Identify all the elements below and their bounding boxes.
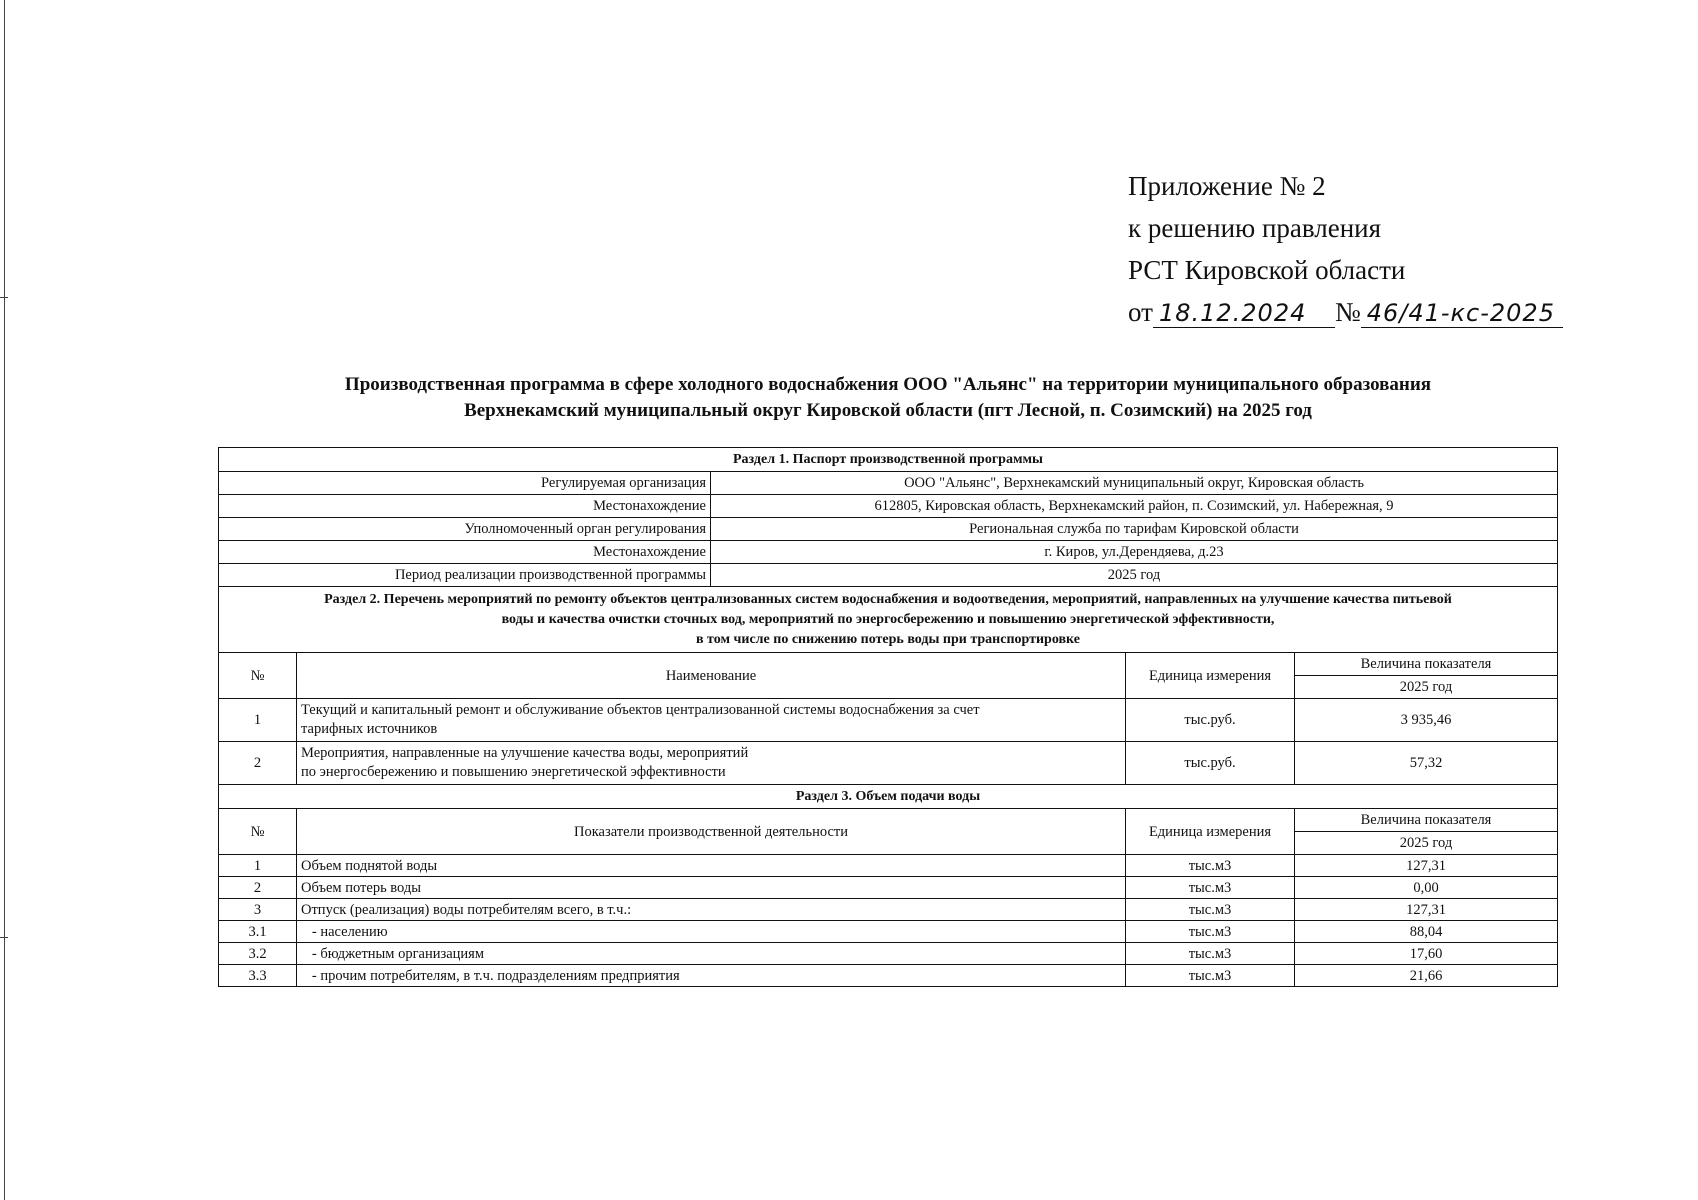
row-number: 3 [219, 899, 297, 921]
section2-heading [219, 587, 1558, 653]
section3-heading: Раздел 3. Объем подачи воды [219, 785, 1558, 809]
row-value: 17,60 [1295, 943, 1558, 965]
row-number: 3.2 [219, 943, 297, 965]
passport-value: ООО "Альянс", Верхнекамский муниципальный округ, Кировская область [711, 472, 1558, 495]
passport-label: Местонахождение [219, 495, 711, 518]
table-row [219, 742, 1558, 785]
column-header-number: № [219, 653, 297, 699]
passport-row [219, 518, 1558, 541]
production-program-table [218, 447, 1558, 987]
row-number: 2 [219, 877, 297, 899]
row-unit: тыс.руб. [1126, 699, 1295, 742]
row-unit: тыс.м3 [1126, 855, 1295, 877]
row-unit: тыс.м3 [1126, 943, 1295, 965]
table-row [219, 965, 1558, 987]
section2-header-row [219, 653, 1558, 676]
column-header-number: № [219, 809, 297, 855]
column-header-name: Наименование [297, 653, 1126, 699]
table-row [219, 699, 1558, 742]
scan-edge-line [4, 0, 5, 1200]
row-name: Объем поднятой воды [297, 855, 1126, 877]
section2-heading-row [219, 587, 1558, 653]
section1-heading: Раздел 1. Паспорт производственной программы [219, 448, 1558, 472]
column-header-indicators: Показатели производственной деятельности [297, 809, 1126, 855]
column-header-year: 2025 год [1295, 832, 1558, 855]
section3-header-row [219, 809, 1558, 832]
scan-edge-tick [0, 297, 8, 298]
row-value: 3 935,46 [1295, 699, 1558, 742]
row-number: 3.1 [219, 921, 297, 943]
row-unit: тыс.м3 [1126, 965, 1295, 987]
appendix-block [1128, 165, 1563, 333]
section2-heading-line-3: в том числе по снижению потерь воды при транспортировке [695, 631, 1080, 647]
row-number: 2 [219, 742, 297, 785]
passport-value: 612805, Кировская область, Верхнекамский район, п. Созимский, ул. Набережная, 9 [711, 495, 1558, 518]
handwritten-date: 18.12.2024 [1153, 299, 1335, 328]
section1-heading-row [219, 448, 1558, 472]
column-header-unit: Единица измерения [1126, 653, 1295, 699]
section2-heading-line-1: Раздел 2. Перечень мероприятий по ремонту объектов централизованных систем водоснабжения и водоотведения, мероприятий, направленных на улучшение качества питьевой [324, 591, 1452, 607]
row-name: - бюджетным организациям [297, 943, 1126, 965]
passport-row [219, 564, 1558, 587]
row-value: 21,66 [1295, 965, 1558, 987]
row-number: 1 [219, 855, 297, 877]
passport-label: Регулируемая организация [219, 472, 711, 495]
table-row [219, 899, 1558, 921]
appendix-number-sign: № [1334, 297, 1361, 327]
row-name: - населению [297, 921, 1126, 943]
appendix-line-4 [1128, 291, 1563, 333]
row-name: Отпуск (реализация) воды потребителям всего, в т.ч.: [297, 899, 1126, 921]
row-unit: тыс.руб. [1126, 742, 1295, 785]
row-name-line-1: Текущий и капитальный ремонт и обслуживание объектов централизованной системы водоснабжения за счет [301, 702, 980, 718]
scan-edge-tick [0, 937, 8, 938]
row-value: 88,04 [1295, 921, 1558, 943]
passport-value: г. Киров, ул.Дерендяева, д.23 [711, 541, 1558, 564]
document-title [218, 372, 1558, 424]
row-name [297, 742, 1126, 785]
row-value: 0,00 [1295, 877, 1558, 899]
passport-value: 2025 год [711, 564, 1558, 587]
appendix-line-1: Приложение № 2 [1128, 171, 1326, 201]
row-value: 127,31 [1295, 899, 1558, 921]
appendix-line-2: к решению правления [1128, 213, 1382, 243]
row-number: 3.3 [219, 965, 297, 987]
passport-label: Местонахождение [219, 541, 711, 564]
row-number: 1 [219, 699, 297, 742]
table-row [219, 921, 1558, 943]
row-name: Объем потерь воды [297, 877, 1126, 899]
passport-row [219, 472, 1558, 495]
appendix-from-prefix: от [1128, 297, 1153, 327]
column-header-year: 2025 год [1295, 676, 1558, 699]
handwritten-number: 46/41-кс-2025 [1361, 299, 1563, 328]
passport-label: Уполномоченный орган регулирования [219, 518, 711, 541]
row-name: - прочим потребителям, в т.ч. подразделениям предприятия [297, 965, 1126, 987]
passport-row [219, 541, 1558, 564]
section3-heading-row [219, 785, 1558, 809]
row-name [297, 699, 1126, 742]
passport-row [219, 495, 1558, 518]
row-unit: тыс.м3 [1126, 921, 1295, 943]
row-value: 57,32 [1295, 742, 1558, 785]
document-title-line-2: Верхнекамский муниципальный округ Кировской области (пгт Лесной, п. Созимский) на 2025 год [464, 400, 1312, 421]
row-unit: тыс.м3 [1126, 877, 1295, 899]
row-unit: тыс.м3 [1126, 899, 1295, 921]
passport-value: Региональная служба по тарифам Кировской области [711, 518, 1558, 541]
row-name-line-2: по энергосбережению и повышению энергетической эффективности [301, 764, 726, 780]
document-title-line-1: Производственная программа в сфере холодного водоснабжения ООО "Альянс" на территории муниципального образования [344, 374, 1432, 395]
row-name-line-1: Мероприятия, направленные на улучшение качества воды, мероприятий [301, 745, 749, 761]
appendix-line-3: РСТ Кировской области [1128, 255, 1406, 285]
table-row [219, 877, 1558, 899]
passport-label: Период реализации производственной программы [219, 564, 711, 587]
column-header-unit: Единица измерения [1126, 809, 1295, 855]
row-name-line-2: тарифных источников [301, 721, 438, 737]
table-row [219, 943, 1558, 965]
table-row [219, 855, 1558, 877]
column-header-value: Величина показателя [1295, 809, 1558, 832]
row-value: 127,31 [1295, 855, 1558, 877]
column-header-value: Величина показателя [1295, 653, 1558, 676]
section2-heading-line-2: воды и качества очистки сточных вод, мероприятий по энергосбережению и повышению энергетической эффективности, [501, 611, 1275, 627]
